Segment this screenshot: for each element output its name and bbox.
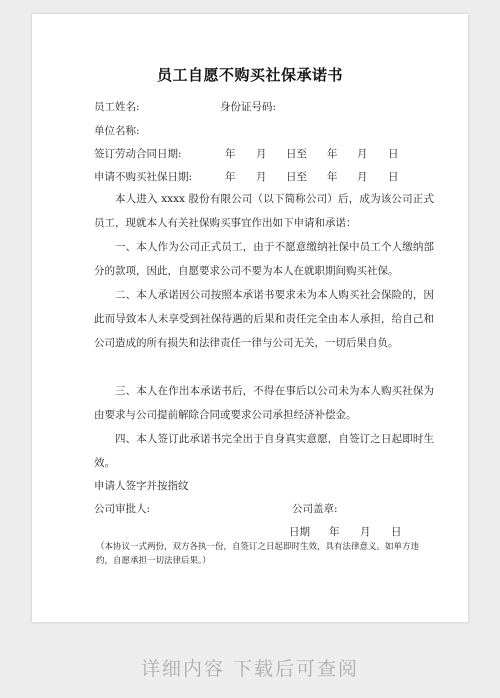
employee-name-label: 员工姓名: (94, 101, 140, 113)
request-year: 年 (225, 171, 236, 183)
contract-day-to: 日至 (286, 148, 307, 160)
date-day: 日 (391, 526, 402, 538)
contract-end-day: 日 (388, 148, 399, 160)
contract-date-label: 签订劳动合同日期: (94, 148, 182, 160)
request-date-label: 申请不购买社保日期: (94, 171, 193, 183)
request-month: 月 (256, 171, 267, 183)
request-end-month: 月 (357, 171, 368, 183)
contract-end-month: 月 (357, 148, 368, 160)
document-page (32, 14, 468, 622)
paragraph-intro: 本人进入 xxxx 股份有限公司（以下简称公司）后，成为该公司正式员工，现就本人有关社保购买事宜作出如下申请和承诺： (94, 193, 434, 229)
contract-year: 年 (225, 148, 236, 160)
company-name-label: 单位名称: (94, 125, 140, 137)
contract-month: 月 (256, 148, 267, 160)
request-end-day: 日 (388, 171, 399, 183)
document-title: 员工自愿不购买社保承诺书 (156, 66, 343, 84)
date-label: 日期 (289, 526, 310, 538)
contract-end-year: 年 (327, 148, 338, 160)
paragraph-4: 四、本人签订此承诺书完全出于自身真实意愿，自签订之日起即时生效。 (94, 433, 434, 469)
id-number-label: 身份证号码: (220, 101, 277, 113)
request-day-to: 日至 (286, 171, 307, 183)
approver-label: 公司审批人: (94, 503, 151, 515)
paragraph-3: 三、本人在作出本承诺书后，不得在事后以公司未为本人购买社保为由要求与公司提前解除合同或要求公司承担经济补偿金。 (94, 385, 434, 421)
seal-label: 公司盖章: (292, 503, 338, 515)
date-month: 月 (360, 526, 371, 538)
paragraph-1: 一、本人作为公司正式员工，由于不愿意缴纳社保中员工个人缴纳部分的款项，因此，自愿要求公司不要为本人在就职期间购买社保。 (94, 241, 434, 277)
paragraph-2: 二、本人承诺因公司按照本承诺书要求未为本人购买社会保险的，因此而导致本人未享受到社保待遇的后果和责任完全由本人承担，给自己和公司造成的所有损失和法律责任一律与公司无关，一切后果自负。 (94, 289, 434, 349)
date-year: 年 (329, 526, 340, 538)
footer-note: （本协议一式两份，双方各执一份，自签订之日起即时生效，具有法律意义。如单方违约，自愿承担一切法律后果。） (96, 542, 420, 566)
request-end-year: 年 (327, 171, 338, 183)
download-caption: 详细内容 下载后可查阅 (140, 658, 360, 680)
signature-label: 申请人签字并按指纹 (94, 480, 189, 492)
